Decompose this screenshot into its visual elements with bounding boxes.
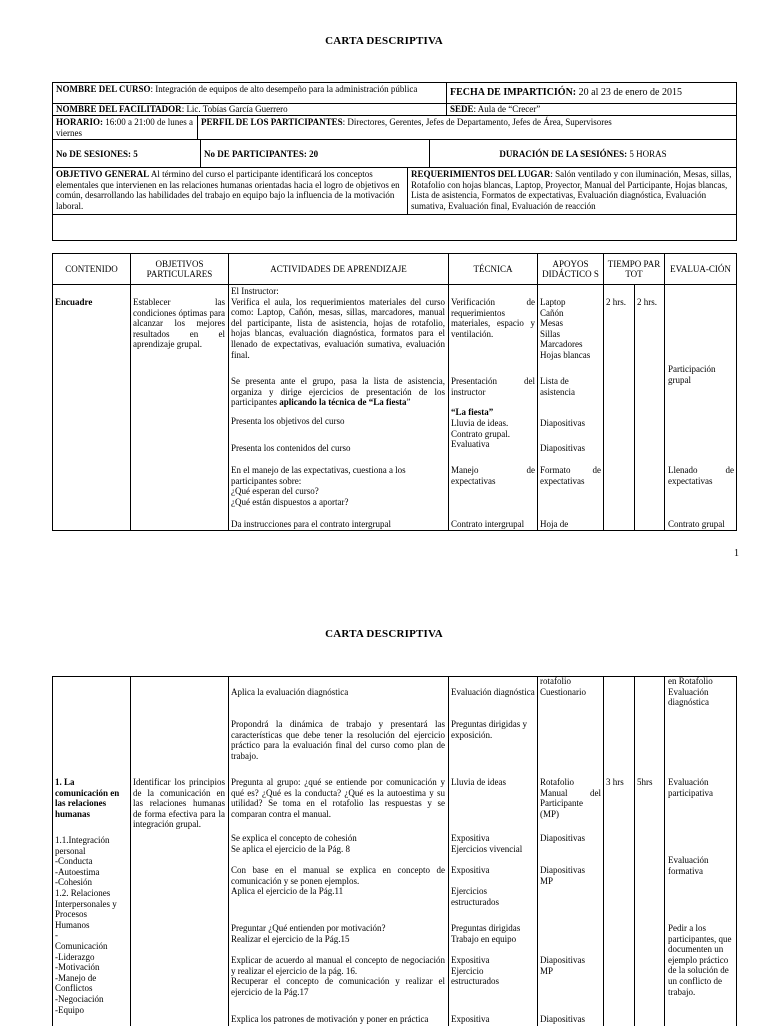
- activity-communication-concept: Con base en el manual se explica en concepto de comunicación y se ponen ejemplos. Aplica el ejercicio de la Pág.11: [231, 865, 445, 897]
- header-actividades: ACTIVIDADES DE APRENDIZAJE: [228, 253, 449, 285]
- technique-expectations: Manejo de expectativas: [451, 465, 535, 486]
- evaluation-formative: Evaluación formativa: [668, 855, 709, 876]
- content-communication-title: 1. La comunicación en las relaciones humanas: [55, 777, 120, 819]
- page-separator: [0, 570, 768, 622]
- grid-line: [736, 284, 737, 531]
- course-name-cell: NOMBRE DEL CURSO: Integración de equipos de alto desempeño para la administración pública: [52, 82, 447, 104]
- technique-contract: Contrato intergrupal: [451, 519, 525, 529]
- grid-line: [448, 676, 449, 1026]
- grid-line: [537, 284, 538, 531]
- page-2: [0, 622, 768, 1024]
- activity-motivation-patterns: Explica los patrones de motivación y poner en práctica: [231, 1014, 429, 1024]
- page-number: 1: [734, 548, 739, 559]
- general-objective-cell: OBJETIVO GENERAL Al término del curso el participante identificará los conceptos elementales que intervienen en las relaciones humanas orientadas hacia el logro de objetivos en común, desarrollando las habilidades del trabajo en equipo bajo la influencia de la motivación laboral.: [52, 167, 408, 215]
- header-tecnica: TÉCNICA: [448, 253, 538, 285]
- evaluation-participative: Evaluación participativa: [668, 777, 713, 798]
- technique-verification: Verificación de requerimientos materiales, espacio y ventilación.: [451, 297, 535, 339]
- activity-expectations: En el manejo de las expectativas, cuestiona a los participantes sobre: ¿Qué esperan del curso? ¿Qué están dispuestos a aportar?: [231, 465, 406, 507]
- technique-questions: Preguntas dirigidas y exposición.: [451, 719, 527, 740]
- objective-text: Establecer las condiciones óptimas para alcanzar los mejores resultados en el aprendizaje grupal.: [133, 297, 225, 350]
- support-slides-2: Diapositivas: [540, 443, 585, 453]
- grid-line: [448, 284, 449, 531]
- venue-cell: SEDE: Aula de “Crecer”: [446, 103, 737, 116]
- header-contenido: CONTENIDO: [52, 253, 131, 285]
- support-questionnaire: rotafolio Cuestionario: [540, 676, 586, 697]
- grid-line: [52, 530, 737, 531]
- technique-experiential: Expositiva Ejercicios vivencial: [451, 833, 523, 854]
- activity-negotiation: Explicar de acuerdo al manual el concepto de negociación y realizar el ejercicio de la pág. 16. Recuperar el concepto de comunicación y realizar el ejercicio de la Pág.17: [231, 955, 445, 997]
- support-expectations-form: Formato de expectativas: [540, 465, 601, 486]
- support-materials: Laptop Cañón Mesas Sillas Marcadores Hojas blancas: [540, 297, 591, 360]
- technique-teamwork: Preguntas dirigidas Trabajo en equipo: [451, 923, 521, 944]
- activity-contents: Presenta los contenidos del curso: [231, 443, 351, 453]
- evaluation-contract: Contrato grupal: [668, 519, 725, 529]
- grid-line: [736, 676, 737, 1026]
- header-apoyos: APOYOS DIDÁCTICO S: [537, 253, 604, 285]
- grid-line: [664, 284, 665, 531]
- support-manual: Rotafolio Manual del Participante (MP): [540, 777, 601, 819]
- activity-work-dynamic: Propondrá la dinámica de trabajo y presentará las características que debe tener la resolución del ejercicio práctico para la evaluación final del curso como plan de trabajo.: [231, 719, 445, 761]
- technique-diagnostic: Evaluación diagnóstica: [451, 687, 535, 697]
- grid-line: [130, 284, 131, 531]
- activity-objectives: Presenta los objetivos del curso: [231, 416, 345, 426]
- activity-presentation: Se presenta ante el grupo, pasa la lista de asistencia, organiza y dirige ejercicios de presentación de los participantes aplicando la técnica de “La fiesta”: [231, 376, 445, 408]
- grid-line: [664, 676, 665, 1026]
- grid-line: [603, 676, 604, 1026]
- technique-presentation: Presentación del instructor: [451, 376, 535, 397]
- time-total-2: 5hrs: [637, 777, 653, 787]
- content-encuadre: Encuadre: [55, 297, 93, 307]
- grid-line: [52, 676, 53, 1026]
- support-slides-4: Diapositivas: [540, 1014, 585, 1024]
- header-objetivos: OBJETIVOS PARTICULARES: [130, 253, 229, 285]
- evaluation-participation: Participación grupal: [668, 364, 716, 385]
- header-tiempo: TIEMPO PAR TOT: [603, 253, 665, 285]
- grid-line: [228, 284, 229, 531]
- technique-la-fiesta: Lluvia de ideas. Contrato grupal. Evaluativa: [451, 418, 510, 450]
- evaluation-diagnostic: en Rotafolio Evaluación diagnóstica: [668, 676, 713, 708]
- objective-communication: Identificar los principios de la comunicación en las relaciones humanas de forma efectiva para la integración grupal.: [133, 777, 225, 830]
- technique-la-fiesta-title: “La fiesta”: [451, 407, 494, 417]
- grid-line: [537, 676, 538, 1026]
- technique-brainstorm: Lluvia de ideas: [451, 777, 506, 787]
- technique-exercise: Expositiva Ejercicio estructurados: [451, 955, 499, 987]
- blank-row: [52, 214, 737, 241]
- time-partial-2: 3 hrs: [606, 777, 624, 787]
- evaluation-practical-example: Pedir a los participantes, que documenten un ejemplo práctico de la solución de un conflicto de trabajo.: [668, 923, 732, 997]
- grid-line: [634, 284, 635, 531]
- document-title-2: CARTA DESCRIPTIVA: [325, 628, 443, 640]
- grid-line: [634, 676, 635, 1026]
- content-topic-list: 1.1.Integración personal -Conducta -Autoestima -Cohesión 1.2. Relaciones Interpersonales y Procesos Humanos - Comunicación -Liderazgo -Motivación -Manejo de Conflictos -Negociación -Equipo: [55, 835, 117, 1015]
- time-total: 2 hrs.: [637, 297, 657, 307]
- support-slides-mp-2: Diapositivas MP: [540, 955, 585, 976]
- activity-verify: El Instructor: Verifica el aula, los requerimientos materiales del curso como: Laptop, Cañón, mesas, sillas, marcadores, manual del participante, lista de asistencia, hojas de rotafolio, hojas blancas, evaluación diagnóstica, formatos para el llenado de expectativas, evaluación sumativa, evaluación final.: [231, 286, 445, 360]
- activity-contract: Da instrucciones para el contrato intergrupal: [231, 519, 392, 529]
- participants-cell: No DE PARTICIPANTES: 20: [200, 139, 430, 168]
- grid-line: [603, 284, 604, 531]
- grid-line: [228, 676, 229, 1026]
- support-slides-mp-1: Diapositivas MP: [540, 865, 585, 886]
- venue-requirements-cell: REQUERIMIENTOS DEL LUGAR: Salón ventilado y con iluminación, Mesas, sillas, Rotafolio con hojas blancas, Laptop, Proyector, Manual del Participante, Hojas blancas, Lista de asistencia, Formatos de expectativas, Evaluación diagnóstica, Evaluación sumativa, Evaluación final, Evaluación de reacción: [407, 167, 737, 215]
- activity-diagnostic: Aplica la evaluación diagnóstica: [231, 687, 349, 697]
- support-slides-1: Diapositivas: [540, 418, 585, 428]
- duration-cell: DURACIÓN DE LA SESIÓNES: 5 HORAS: [429, 139, 737, 168]
- participant-profile-cell: PERFIL DE LOS PARTICIPANTES: Directores, Gerentes, Jefes de Departamento, Jefes de Área, Supervisores: [197, 115, 737, 140]
- support-sheet: Hoja de: [540, 519, 569, 529]
- technique-expositiva-2: Expositiva: [451, 1014, 490, 1024]
- date-cell: FECHA DE IMPARTICIÓN: 20 al 23 de enero de 2015: [446, 82, 737, 104]
- sessions-cell: No DE SESIONES: 5: [52, 139, 201, 168]
- activity-question-group: Pregunta al grupo: ¿qué se entiende por comunicación y qué es? ¿Qué es la conducta? ¿Qué es la autoestima y su utilidad? Se toma en el rotafolio las respuestas y se comparan contra el manual.: [231, 777, 445, 819]
- document-title: CARTA DESCRIPTIVA: [325, 35, 443, 47]
- time-partial: 2 hrs.: [606, 297, 626, 307]
- evaluation-expectations: Llenado de expectativas: [668, 465, 734, 486]
- grid-line: [52, 284, 53, 531]
- activity-motivation: Preguntar ¿Qué entienden por motivación? Realizar el ejercicio de la Pág.15: [231, 923, 386, 944]
- header-evaluacion: EVALUA-CIÓN: [664, 253, 737, 285]
- technique-expositiva: Expositiva: [451, 865, 490, 875]
- schedule-cell: HORARIO: 16:00 a 21:00 de lunes a viernes: [52, 115, 198, 140]
- support-slides-3: Diapositivas: [540, 833, 585, 843]
- facilitator-cell: NOMBRE DEL FACILITADOR: Lic. Tobías García Guerrero: [52, 103, 447, 116]
- technique-structured: Ejercicios estructurados: [451, 886, 499, 907]
- support-attendance: Lista de asistencia: [540, 376, 575, 397]
- activity-cohesion: Se explica el concepto de cohesión Se aplica el ejercicio de la Pág. 8: [231, 833, 357, 854]
